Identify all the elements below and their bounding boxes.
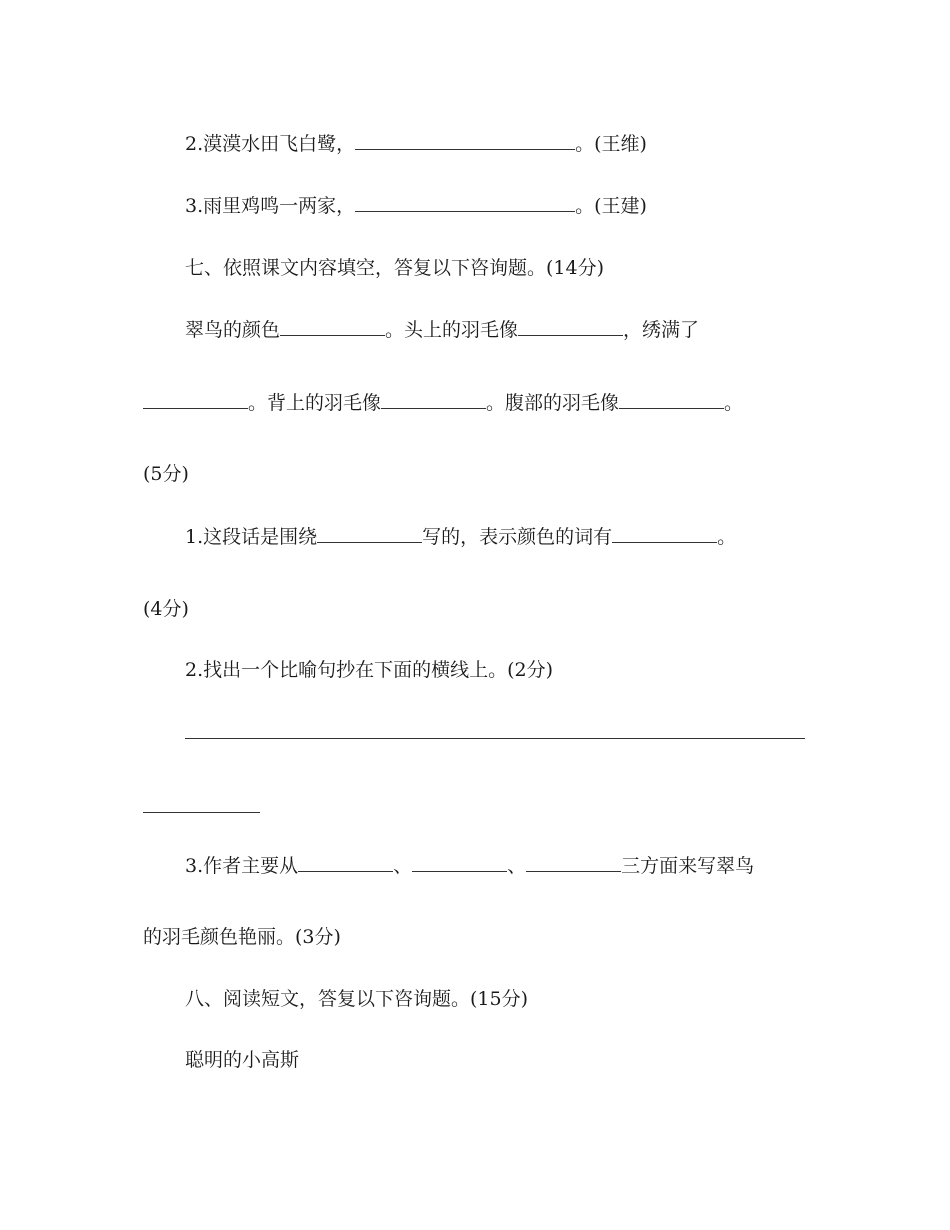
answer-blank[interactable] [143,390,248,409]
answer-blank[interactable] [412,853,507,872]
passage-text-d: 。背上的羽毛像 [248,392,382,414]
poem-line-2-suffix: 。(王维) [575,133,647,155]
poem-line-3 [185,193,647,218]
question-3-suffix: 三方面来写翠鸟 [621,855,755,877]
question-1-score: (4分) [143,598,189,620]
question-3-sep-1: 、 [393,855,413,877]
question-2: 2.找出一个比喻句抄在下面的横线上。(2分) [185,659,554,681]
passage-text-c: ，绣满了 [623,319,700,341]
story-title: 聪明的小高斯 [185,1049,300,1071]
answer-blank[interactable] [526,853,621,872]
answer-blank[interactable] [355,193,575,212]
answer-blank[interactable] [381,390,486,409]
poem-line-2-prefix: 2.漠漠水田飞白鹭， [185,133,356,155]
answer-blank[interactable] [612,524,717,543]
poem-line-2 [185,131,647,156]
answer-blank[interactable] [298,853,393,872]
question-3-continued: 的羽毛颜色艳丽。(3分) [143,926,341,948]
poem-line-3-suffix: 。(王建) [575,195,647,217]
question-1-prefix: 1.这段话是围绕 [185,526,318,548]
passage-text-e: 。腹部的羽毛像 [486,392,620,414]
answer-blank[interactable] [619,390,724,409]
passage-text-b: 。头上的羽毛像 [385,319,519,341]
poem-line-3-prefix: 3.雨里鸡鸣一两家， [185,195,356,217]
question-3-sep-2: 、 [507,855,527,877]
question-1-mid: 写的，表示颜色的词有 [422,526,613,548]
answer-blank[interactable] [355,131,575,150]
answer-blank[interactable] [317,524,422,543]
passage-text-f: 。 [724,392,744,414]
answer-line[interactable] [185,738,805,739]
section-8-title: 八、阅读短文，答复以下咨询题。(15分) [185,988,529,1010]
question-3-prefix: 3.作者主要从 [185,855,299,877]
question-3 [185,853,754,878]
answer-blank[interactable] [518,317,623,336]
answer-line[interactable] [143,812,260,813]
question-1 [185,524,736,549]
passage-text-a: 翠鸟的颜色 [185,319,281,341]
passage-score: (5分) [143,463,189,485]
answer-blank[interactable] [280,317,385,336]
passage-line-1 [185,317,699,342]
question-1-suffix: 。 [717,526,737,548]
passage-line-2 [143,390,743,415]
section-7-title: 七、依照课文内容填空，答复以下咨询题。(14分) [185,257,605,279]
